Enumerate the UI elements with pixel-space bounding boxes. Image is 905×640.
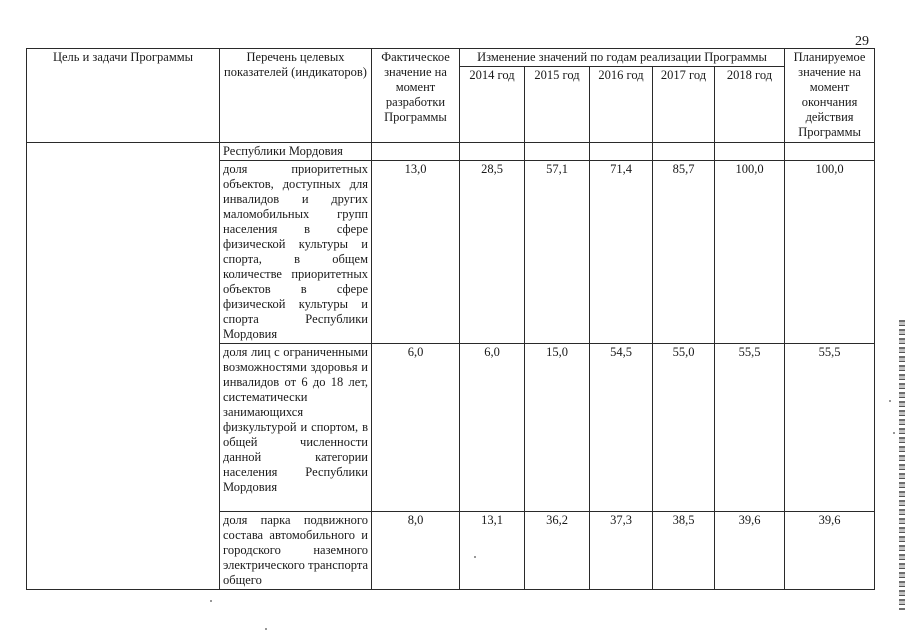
- indicator-cell: доля лиц с ограниченными возможностями здоровья и инвалидов от 6 до 18 лет, систематически занимающихся физкультурой и спортом, в общей численности данной категории населения Республики Мордовия: [220, 344, 372, 512]
- actual-cell: 6,0: [372, 344, 460, 512]
- table-row: [27, 143, 875, 161]
- value-cell: 15,0: [525, 344, 590, 512]
- value-cell: [460, 143, 525, 161]
- value-cell: 28,5: [460, 161, 525, 344]
- value-cell: 85,7: [653, 161, 715, 344]
- header-indicators: Перечень целевых показателей (индикаторов): [220, 49, 372, 143]
- header-actual: Фактическое значение на момент разработки Программы: [372, 49, 460, 143]
- goal-cell: [27, 143, 220, 590]
- header-goal: Цель и задачи Программы: [27, 49, 220, 143]
- header-planned: Планируемое значение на момент окончания действия Программы: [785, 49, 875, 143]
- value-cell: 55,0: [653, 344, 715, 512]
- header-year-2017: 2017 год: [653, 67, 715, 143]
- scan-speck: [889, 400, 891, 402]
- value-cell: [525, 143, 590, 161]
- scan-speck: [893, 432, 895, 434]
- header-change-group: Изменение значений по годам реализации Программы: [460, 49, 785, 67]
- value-cell: 36,2: [525, 512, 590, 590]
- value-cell: 38,5: [653, 512, 715, 590]
- value-cell: 57,1: [525, 161, 590, 344]
- planned-cell: [785, 143, 875, 161]
- value-cell: 100,0: [715, 161, 785, 344]
- scan-speck: [210, 600, 212, 602]
- value-cell: 6,0: [460, 344, 525, 512]
- actual-cell: 8,0: [372, 512, 460, 590]
- scan-speck: [474, 556, 476, 558]
- scan-speck: [265, 628, 267, 630]
- planned-cell: 55,5: [785, 344, 875, 512]
- header-year-2015: 2015 год: [525, 67, 590, 143]
- planned-cell: 39,6: [785, 512, 875, 590]
- value-cell: 54,5: [590, 344, 653, 512]
- header-year-2016: 2016 год: [590, 67, 653, 143]
- indicator-cell: доля парка подвижного состава автомобильного и городского наземного электрического транспорта общего: [220, 512, 372, 590]
- value-cell: 39,6: [715, 512, 785, 590]
- scan-edge-artifact: [899, 320, 905, 610]
- value-cell: [715, 143, 785, 161]
- value-cell: 71,4: [590, 161, 653, 344]
- page-number: 29: [855, 34, 869, 49]
- indicators-table: [26, 48, 875, 590]
- header-year-2018: 2018 год: [715, 67, 785, 143]
- indicator-cell: Республики Мордовия: [220, 143, 372, 161]
- value-cell: 55,5: [715, 344, 785, 512]
- actual-cell: 13,0: [372, 161, 460, 344]
- value-cell: [653, 143, 715, 161]
- indicator-cell: доля приоритетных объектов, доступных для инвалидов и других маломобильных групп населения в сфере физической культуры и спорта, в общем количестве приоритетных объектов в сфере физической культуры и спорта Республики Мордовия: [220, 161, 372, 344]
- value-cell: 13,1: [460, 512, 525, 590]
- actual-cell: [372, 143, 460, 161]
- value-cell: 37,3: [590, 512, 653, 590]
- value-cell: [590, 143, 653, 161]
- planned-cell: 100,0: [785, 161, 875, 344]
- header-year-2014: 2014 год: [460, 67, 525, 143]
